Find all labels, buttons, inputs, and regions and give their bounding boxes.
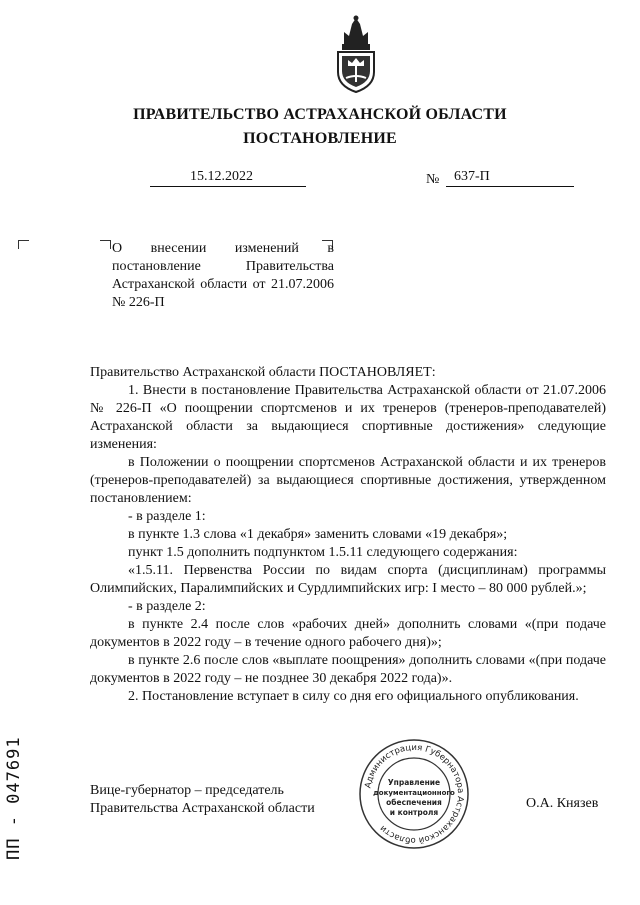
body-paragraph-1: 1. Внести в постановление Правительства Астраханской области от 21.07.2006 № 226-П «О поощрении спортсменов и их тренеров (тренеров-преподавателей) Астраханской области за выдающиеся спортивные достижения» следующие изменения: [90,383,606,452]
coat-of-arms-icon [330,14,382,96]
number-sign: № [426,172,440,187]
body-paragraph-9: в пункте 2.6 после слов «выплате поощрения» дополнить словами «(при подаче документов в 2022 году – не позднее 30 декабря 2022 года)». [90,653,606,686]
body-paragraph-2: в Положении о поощрении спортсменов Астраханской области и их тренеров (тренеров-преподавателей) за выдающиеся спортивные достижения, утвержденном постановлением: [90,455,606,506]
date-underline [150,186,306,187]
body-paragraph-6: «1.5.11. Первенства России по видам спорта (дисциплинам) программы Олимпийских, Паралимпийских и Сурдлимпийских игр: I место – 80 000 рублей.»; [90,563,606,596]
side-serial-number: ПП - 047691 [4,736,24,860]
body-paragraph-4: в пункте 1.3 слова «1 декабря» заменить словами «19 декабря»; [128,527,508,542]
body-paragraph-7: - в разделе 2: [128,599,206,614]
official-stamp [358,738,470,850]
signatory-position-line-1: Вице-губернатор – председатель [90,783,284,798]
body-paragraph-8: в пункте 2.4 после слов «рабочих дней» дополнить словами «(при подаче документов в 2022 году – в течение одного рабочего дня)»; [90,617,606,650]
organization-title: ПРАВИТЕЛЬСТВО АСТРАХАНСКОЙ ОБЛАСТИ [133,106,507,123]
body-paragraph-3: - в разделе 1: [128,509,206,524]
corner-mark-subject-left [100,240,111,249]
body-paragraph-10: 2. Постановление вступает в силу со дня его официального опубликования. [128,689,579,704]
stamp-center-line-1: Управление [387,778,441,787]
signatory-name: О.А. Князев [526,796,599,811]
signatory-position-line-2: Правительства Астраханской области [90,801,315,816]
stamp-center-line-2: документационного [373,789,455,797]
document-body [90,364,606,706]
document-number: 637-П [454,169,490,184]
corner-mark-left [18,240,29,249]
body-intro: Правительство Астраханской области ПОСТАНОВЛЯЕТ: [90,365,436,380]
stamp-center-line-4: и контроля [389,808,439,817]
stamp-ring-text: Администрация Губернатора Астраханской области [363,742,466,846]
document-type-title: ПОСТАНОВЛЕНИЕ [243,130,397,147]
body-paragraph-5: пункт 1.5 дополнить подпунктом 1.5.11 следующего содержания: [128,545,518,560]
document-date: 15.12.2022 [190,169,253,184]
signatory-position [90,782,370,818]
document-subject: О внесении изменений в постановление Правительства Астраханской области от 21.07.2006 № 226-П [112,241,334,310]
stamp-center-line-3: обеспечения [386,798,442,807]
number-underline [446,186,574,187]
